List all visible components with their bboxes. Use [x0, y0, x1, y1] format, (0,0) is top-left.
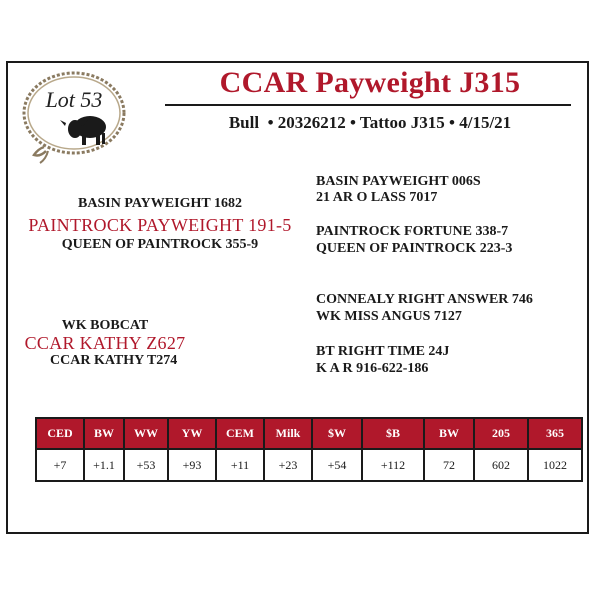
- epd-value-milk: +23: [264, 449, 312, 481]
- epd-value-row: [36, 449, 582, 481]
- epd-table: [35, 417, 583, 482]
- epd-header-b-index: $B: [362, 418, 424, 449]
- dam-dam: CCAR KATHY T274: [50, 353, 178, 368]
- animal-info-line: Bull • 20326212 • Tattoo J315 • 4/15/21: [228, 113, 512, 132]
- page-title: CCAR Payweight J315: [219, 66, 521, 99]
- rope-bull-logo-icon: [18, 67, 130, 167]
- dam-dam-sire: BT RIGHT TIME 24J: [316, 344, 450, 359]
- epd-header-365: 365: [528, 418, 582, 449]
- epd-header-row: [36, 418, 582, 449]
- epd-header-w-index: $W: [312, 418, 362, 449]
- sire-dam-dam: QUEEN OF PAINTROCK 223-3: [316, 241, 513, 256]
- lot-badge: [18, 67, 130, 167]
- epd-header-actual-bw: BW: [424, 418, 474, 449]
- sire-sire-dam: 21 AR O LASS 7017: [316, 190, 438, 205]
- epd-header-yw: YW: [168, 418, 216, 449]
- epd-value-bw: +1.1: [84, 449, 124, 481]
- epd-header-ced: CED: [36, 418, 84, 449]
- epd-value-b-index: +112: [362, 449, 424, 481]
- sire-sire-sire: BASIN PAYWEIGHT 006S: [316, 174, 481, 189]
- sire: PAINTROCK PAYWEIGHT 191-5: [28, 215, 292, 235]
- sire-dam-sire: PAINTROCK FORTUNE 338-7: [316, 224, 509, 239]
- epd-value-w-index: +54: [312, 449, 362, 481]
- epd-header-ww: WW: [124, 418, 168, 449]
- epd-header-cem: CEM: [216, 418, 264, 449]
- epd-value-cem: +11: [216, 449, 264, 481]
- epd-header-205: 205: [474, 418, 528, 449]
- epd-value-365: 1022: [528, 449, 582, 481]
- epd-header-bw: BW: [84, 418, 124, 449]
- epd-header-milk: Milk: [264, 418, 312, 449]
- epd-value-yw: +93: [168, 449, 216, 481]
- dam-sire: WK BOBCAT: [61, 318, 149, 333]
- dam: CCAR KATHY Z627: [24, 333, 186, 353]
- epd-value-ced: +7: [36, 449, 84, 481]
- epd-value-ww: +53: [124, 449, 168, 481]
- title-divider: [165, 104, 571, 106]
- sire-sire: BASIN PAYWEIGHT 1682: [78, 196, 242, 211]
- sire-dam: QUEEN OF PAINTROCK 355-9: [61, 237, 259, 252]
- epd-value-actual-bw: 72: [424, 449, 474, 481]
- epd-value-205: 602: [474, 449, 528, 481]
- dam-sire-sire: CONNEALY RIGHT ANSWER 746: [316, 292, 533, 307]
- lot-label: Lot 53: [45, 87, 103, 112]
- dam-sire-dam: WK MISS ANGUS 7127: [316, 309, 462, 324]
- dam-dam-dam: K A R 916-622-186: [316, 361, 429, 376]
